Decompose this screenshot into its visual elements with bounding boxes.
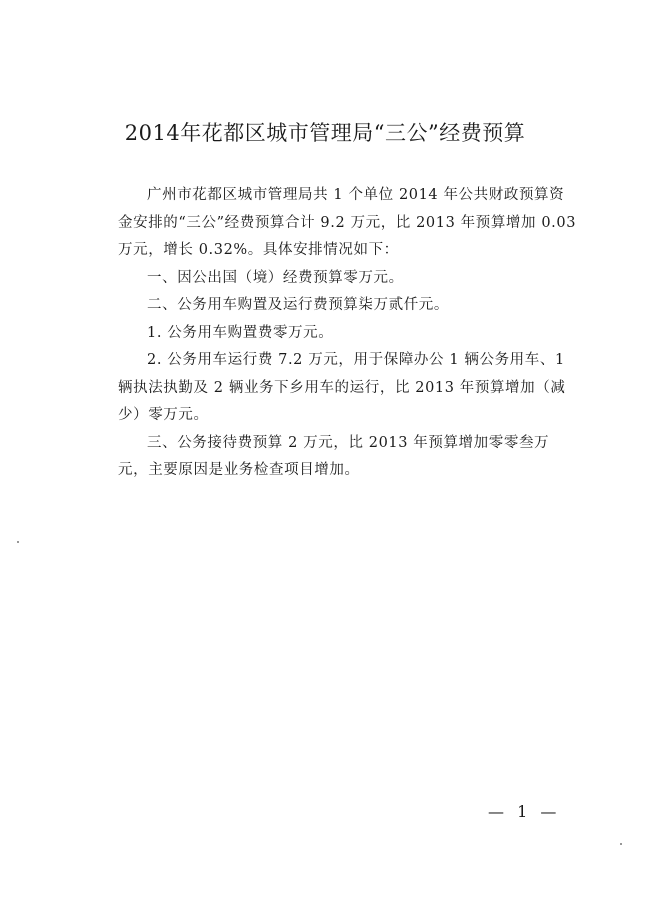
document-body xyxy=(118,182,576,485)
paragraph-reception: 三、公务接待费预算 2 万元，比 2013 年预算增加零零叁万元，主要原因是业务检查项目增加。 xyxy=(118,434,550,478)
paragraph-vehicle-purchase: 1. 公务用车购置费零万元。 xyxy=(147,324,334,341)
paragraph-summary: 广州市花都区城市管理局共 1 个单位 2014 年公共财政预算资金安排的“三公”经费预算合计 9.2 万元，比 2013 年预算增加 0.03 万元，增长 0.32%。具体安排情况如下： xyxy=(118,187,577,258)
document-title: 2014年花都区城市管理局“三公”经费预算 xyxy=(124,121,526,145)
scan-speck xyxy=(620,843,622,845)
paragraph-overseas-travel: 一、因公出国（境）经费预算零万元。 xyxy=(147,269,404,286)
page-number: — 1 — xyxy=(488,802,561,821)
scan-speck xyxy=(17,541,19,543)
paragraph-vehicle-operation: 2. 公务用车运行费 7.2 万元，用于保障办公 1 辆公务用车、1 辆执法执勤及 2 辆业务下乡用车的运行，比 2013 年预算增加（减少）零万元。 xyxy=(118,352,566,423)
paragraph-vehicle-total: 二、公务用车购置及运行费预算柒万贰仟元。 xyxy=(147,297,449,313)
